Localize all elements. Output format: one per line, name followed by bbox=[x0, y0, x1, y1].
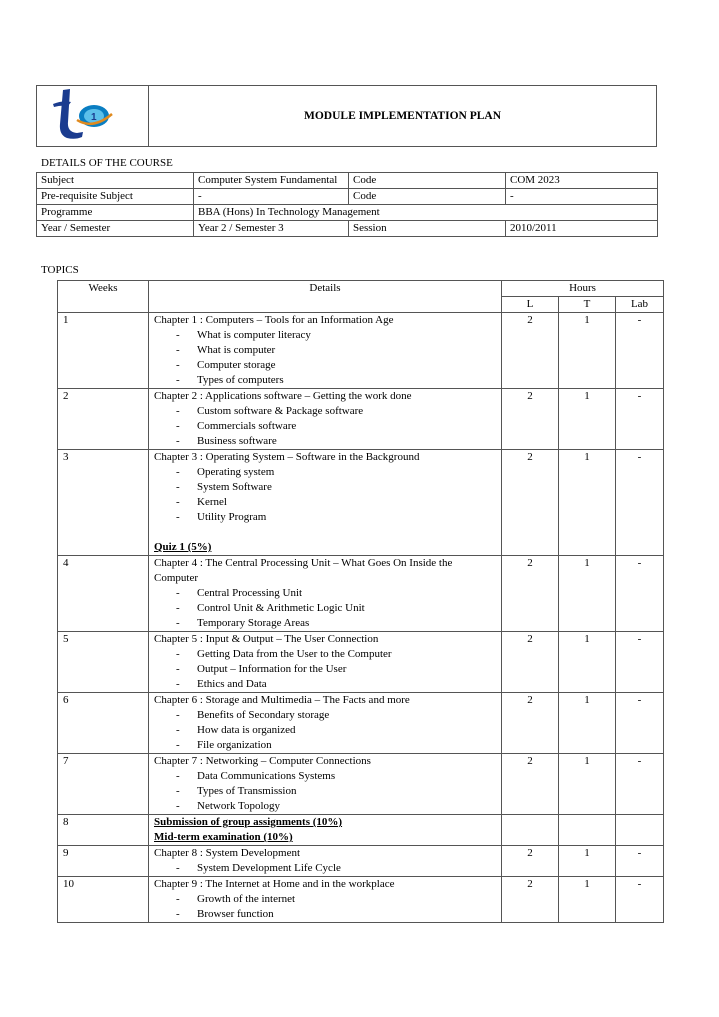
week-cell: 2 bbox=[58, 389, 149, 450]
week-cell: 3 bbox=[58, 450, 149, 556]
programme-label: Programme bbox=[37, 205, 194, 221]
list-item: - Utility Program bbox=[176, 510, 496, 525]
institution-logo-icon bbox=[37, 86, 148, 141]
hours-header: Hours bbox=[502, 281, 664, 297]
details-row-subject bbox=[37, 173, 658, 189]
details-cell bbox=[149, 693, 502, 754]
chapter-title: Chapter 5 : Input & Output – The User Connection bbox=[154, 633, 379, 645]
list-item: - Operating system bbox=[176, 465, 496, 480]
list-item: - Benefits of Secondary storage bbox=[176, 708, 496, 723]
tutorial-hours: 1 bbox=[559, 632, 616, 693]
lecture-hours: 2 bbox=[502, 450, 559, 556]
chapter-title: Chapter 1 : Computers – Tools for an Information Age bbox=[154, 314, 394, 326]
tutorial-hours: 1 bbox=[559, 450, 616, 556]
prereq-code-label: Code bbox=[349, 189, 506, 205]
details-cell bbox=[149, 846, 502, 877]
topic-list bbox=[154, 892, 496, 922]
details-section-label: DETAILS OF THE COURSE bbox=[41, 157, 173, 169]
week-cell: 7 bbox=[58, 754, 149, 815]
details-row-programme bbox=[37, 205, 658, 221]
weeks-header: Weeks bbox=[58, 281, 149, 313]
programme-value: BBA (Hons) In Technology Management bbox=[194, 205, 658, 221]
svg-text:1: 1 bbox=[91, 112, 97, 123]
list-item: - Control Unit & Arithmetic Logic Unit bbox=[176, 601, 496, 616]
lab-hours: - bbox=[616, 846, 664, 877]
list-item: - Central Processing Unit bbox=[176, 586, 496, 601]
details-row-year bbox=[37, 221, 658, 237]
week-cell: 6 bbox=[58, 693, 149, 754]
topics-body bbox=[58, 313, 664, 923]
table-row bbox=[58, 556, 664, 632]
year-label: Year / Semester bbox=[37, 221, 194, 237]
session-label: Session bbox=[349, 221, 506, 237]
prereq-label: Pre-requisite Subject bbox=[37, 189, 194, 205]
code-value: COM 2023 bbox=[506, 173, 658, 189]
chapter-title: Chapter 6 : Storage and Multimedia – The Facts and more bbox=[154, 694, 410, 706]
details-cell bbox=[149, 389, 502, 450]
lecture-header: L bbox=[502, 297, 559, 313]
tutorial-hours: 1 bbox=[559, 877, 616, 923]
logo-cell bbox=[37, 86, 149, 147]
tutorial-header: T bbox=[559, 297, 616, 313]
chapter-title: Chapter 3 : Operating System – Software in the Background bbox=[154, 451, 420, 463]
subject-label: Subject bbox=[37, 173, 194, 189]
chapter-title: Chapter 2 : Applications software – Getting the work done bbox=[154, 390, 412, 402]
quiz-note: Quiz 1 (5%) bbox=[154, 541, 212, 553]
year-value: Year 2 / Semester 3 bbox=[194, 221, 349, 237]
session-value: 2010/2011 bbox=[506, 221, 658, 237]
table-row bbox=[58, 754, 664, 815]
table-row bbox=[58, 450, 664, 556]
lecture-hours: 2 bbox=[502, 389, 559, 450]
details-cell bbox=[149, 815, 502, 846]
list-item: - Getting Data from the User to the Computer bbox=[176, 647, 496, 662]
list-item: - How data is organized bbox=[176, 723, 496, 738]
list-item: - Data Communications Systems bbox=[176, 769, 496, 784]
details-cell bbox=[149, 313, 502, 389]
details-header: Details bbox=[149, 281, 502, 313]
tutorial-hours: 1 bbox=[559, 556, 616, 632]
prereq-code-value: - bbox=[506, 189, 658, 205]
details-cell bbox=[149, 450, 502, 556]
list-item: - File organization bbox=[176, 738, 496, 753]
week-cell: 1 bbox=[58, 313, 149, 389]
list-item: - Types of Transmission bbox=[176, 784, 496, 799]
list-item: - Commercials software bbox=[176, 419, 496, 434]
milestone-text: Submission of group assignments (10%) bbox=[154, 816, 343, 828]
chapter-title: Chapter 4 : The Central Processing Unit – What Goes On Inside the Computer bbox=[154, 557, 453, 584]
lab-hours: - bbox=[616, 450, 664, 556]
details-cell bbox=[149, 877, 502, 923]
topics-table bbox=[57, 280, 664, 923]
topic-list bbox=[154, 861, 496, 876]
list-item: - What is computer literacy bbox=[176, 328, 496, 343]
lecture-hours: 2 bbox=[502, 313, 559, 389]
details-cell bbox=[149, 632, 502, 693]
list-item: - Output – Information for the User bbox=[176, 662, 496, 677]
table-row bbox=[58, 632, 664, 693]
lab-hours: - bbox=[616, 313, 664, 389]
header-table bbox=[36, 85, 657, 147]
prereq-value: - bbox=[194, 189, 349, 205]
list-item: - Ethics and Data bbox=[176, 677, 496, 692]
lecture-hours: 2 bbox=[502, 754, 559, 815]
topic-list bbox=[154, 465, 496, 525]
list-item: - Growth of the internet bbox=[176, 892, 496, 907]
course-details-table bbox=[36, 172, 658, 237]
lecture-hours: 2 bbox=[502, 632, 559, 693]
lecture-hours bbox=[502, 815, 559, 846]
table-row bbox=[58, 693, 664, 754]
details-cell bbox=[149, 754, 502, 815]
tutorial-hours: 1 bbox=[559, 846, 616, 877]
lecture-hours: 2 bbox=[502, 877, 559, 923]
lab-hours: - bbox=[616, 632, 664, 693]
table-row bbox=[58, 877, 664, 923]
list-item: - Browser function bbox=[176, 907, 496, 922]
table-row bbox=[58, 313, 664, 389]
lab-hours: - bbox=[616, 389, 664, 450]
lecture-hours: 2 bbox=[502, 693, 559, 754]
code-label: Code bbox=[349, 173, 506, 189]
list-item: - Kernel bbox=[176, 495, 496, 510]
lab-hours: - bbox=[616, 556, 664, 632]
tutorial-hours bbox=[559, 815, 616, 846]
list-item: - System Software bbox=[176, 480, 496, 495]
chapter-title: Chapter 7 : Networking – Computer Connections bbox=[154, 755, 371, 767]
tutorial-hours: 1 bbox=[559, 693, 616, 754]
lecture-hours: 2 bbox=[502, 556, 559, 632]
table-row bbox=[58, 846, 664, 877]
lab-hours bbox=[616, 815, 664, 846]
list-item: - What is computer bbox=[176, 343, 496, 358]
list-item: - Computer storage bbox=[176, 358, 496, 373]
chapter-title: Chapter 9 : The Internet at Home and in the workplace bbox=[154, 878, 395, 890]
lab-hours: - bbox=[616, 754, 664, 815]
page-title: MODULE IMPLEMENTATION PLAN bbox=[149, 86, 657, 147]
week-cell: 8 bbox=[58, 815, 149, 846]
tutorial-hours: 1 bbox=[559, 389, 616, 450]
spacer bbox=[154, 525, 496, 540]
topic-list bbox=[154, 404, 496, 449]
list-item: - System Development Life Cycle bbox=[176, 861, 496, 876]
milestone-text: Mid-term examination (10%) bbox=[154, 831, 293, 843]
topic-list bbox=[154, 328, 496, 388]
table-row bbox=[58, 815, 664, 846]
tutorial-hours: 1 bbox=[559, 754, 616, 815]
lab-header: Lab bbox=[616, 297, 664, 313]
lab-hours: - bbox=[616, 693, 664, 754]
topics-header-row bbox=[58, 281, 664, 297]
week-cell: 4 bbox=[58, 556, 149, 632]
list-item: - Network Topology bbox=[176, 799, 496, 814]
list-item: - Temporary Storage Areas bbox=[176, 616, 496, 631]
tutorial-hours: 1 bbox=[559, 313, 616, 389]
chapter-title: Chapter 8 : System Development bbox=[154, 847, 301, 859]
list-item: - Custom software & Package software bbox=[176, 404, 496, 419]
table-row bbox=[58, 389, 664, 450]
topic-list bbox=[154, 708, 496, 753]
topic-list bbox=[154, 586, 496, 631]
lecture-hours: 2 bbox=[502, 846, 559, 877]
lab-hours: - bbox=[616, 877, 664, 923]
topic-list bbox=[154, 647, 496, 692]
topic-list bbox=[154, 769, 496, 814]
list-item: - Types of computers bbox=[176, 373, 496, 388]
subject-value: Computer System Fundamental bbox=[194, 173, 349, 189]
week-cell: 9 bbox=[58, 846, 149, 877]
details-row-prereq bbox=[37, 189, 658, 205]
week-cell: 5 bbox=[58, 632, 149, 693]
week-cell: 10 bbox=[58, 877, 149, 923]
list-item: - Business software bbox=[176, 434, 496, 449]
topics-section-label: TOPICS bbox=[41, 264, 79, 276]
details-cell bbox=[149, 556, 502, 632]
